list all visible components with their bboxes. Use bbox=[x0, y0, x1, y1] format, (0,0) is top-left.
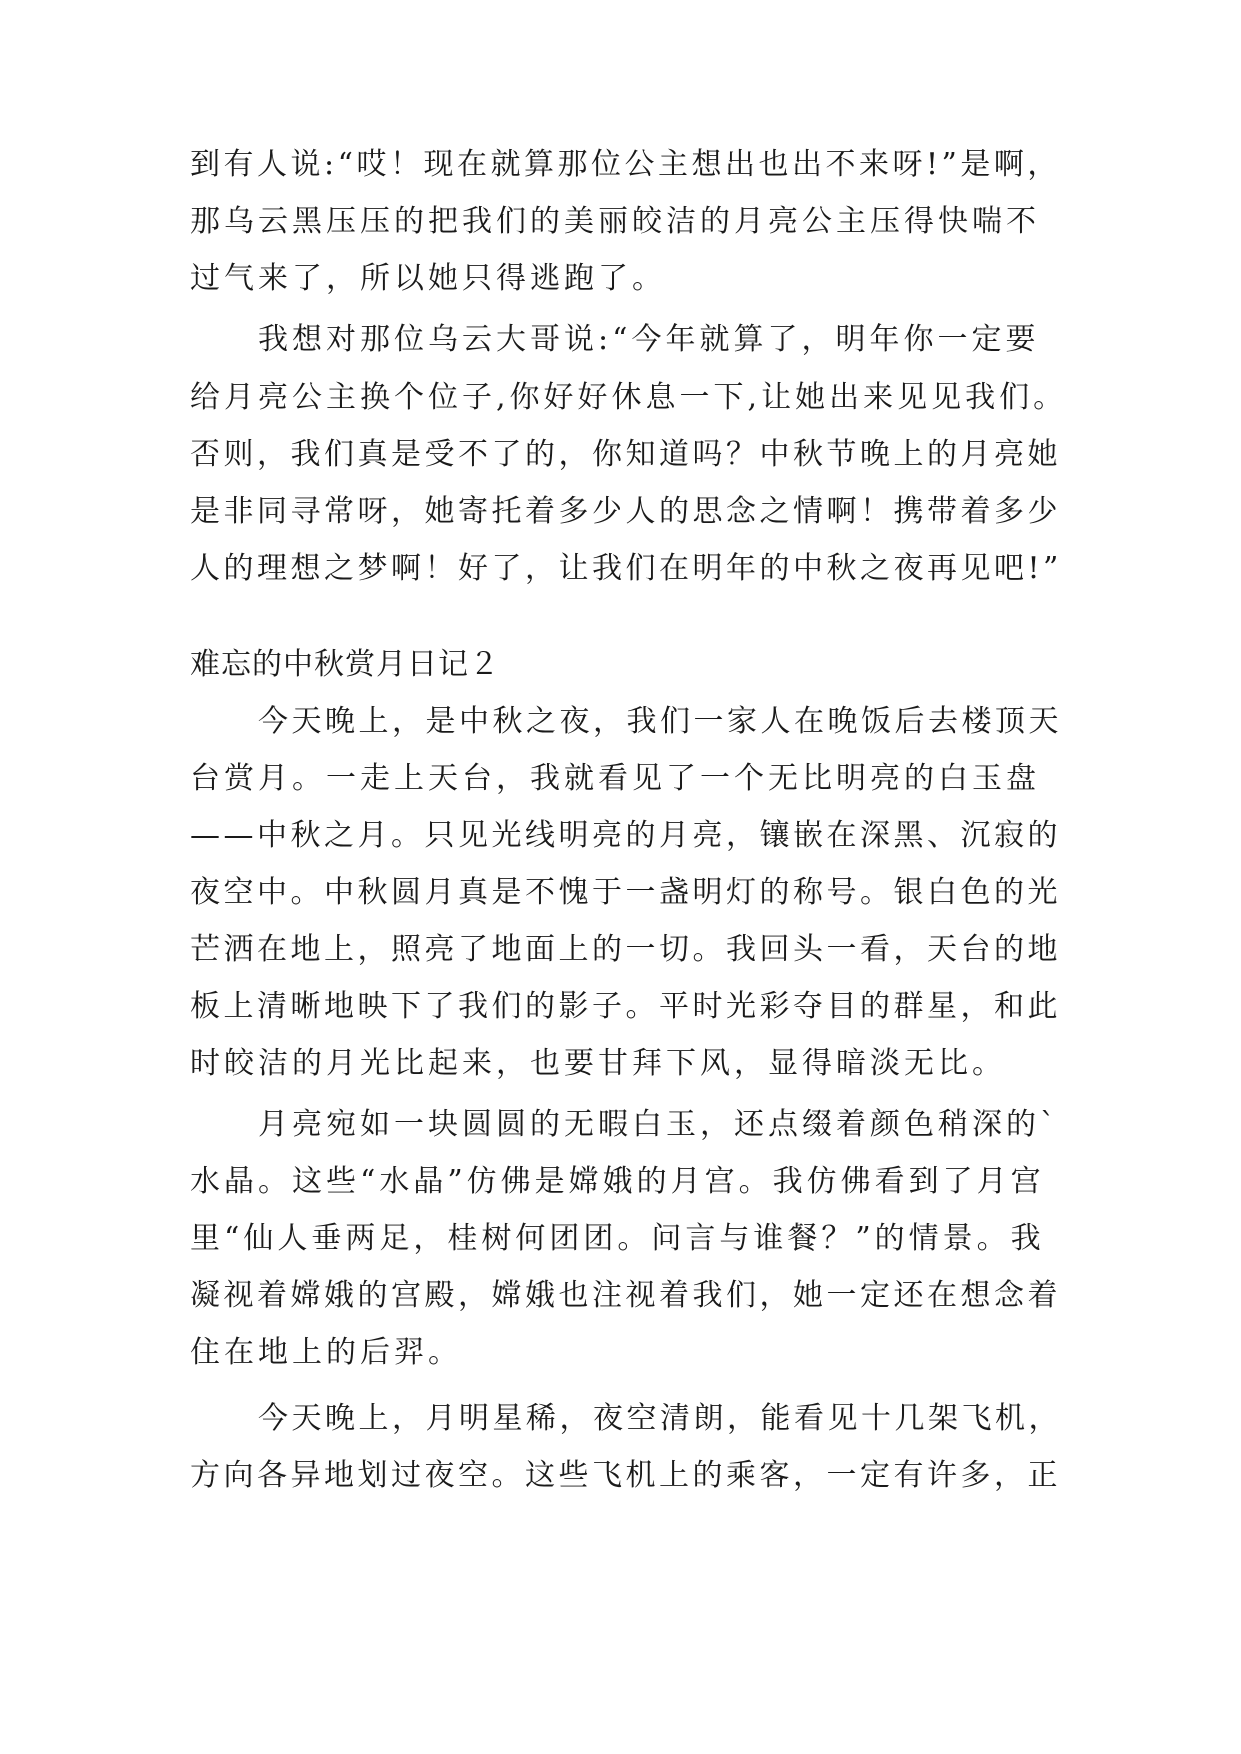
paragraph-4-line-3: 里“仙人垂两足，桂树何团团。问言与谁餐？”的情景。我 bbox=[190, 1221, 1045, 1256]
paragraph-2-line-1: 我想对那位乌云大哥说:“今年就算了，明年你一定要 bbox=[258, 322, 1040, 357]
paragraph-4-line-2: 水晶。这些“水晶”仿佛是嫦娥的月宫。我仿佛看到了月宫 bbox=[190, 1164, 1045, 1199]
paragraph-2-line-4: 是非同寻常呀，她寄托着多少人的思念之情啊！携带着多少 bbox=[190, 494, 1061, 529]
paragraph-1-line-1: 到有人说:“哎！现在就算那位公主想出也出不来呀!”是啊， bbox=[190, 147, 1061, 182]
paragraph-1-line-2: 那乌云黑压压的把我们的美丽皎洁的月亮公主压得快喘不 bbox=[190, 204, 1040, 239]
section-heading: 难忘的中秋赏月日记２ bbox=[190, 647, 500, 682]
paragraph-2-line-5: 人的理想之梦啊！好了，让我们在明年的中秋之夜再见吧!” bbox=[190, 551, 1062, 586]
paragraph-2-line-2: 给月亮公主换个位子,你好好休息一下,让她出来见见我们。 bbox=[190, 380, 1068, 415]
paragraph-2-line-3: 否则，我们真是受不了的，你知道吗？中秋节晚上的月亮她 bbox=[190, 437, 1061, 472]
paragraph-3-line-2: 台赏月。一走上天台，我就看见了一个无比明亮的白玉盘 bbox=[190, 761, 1040, 796]
paragraph-3-line-4: 夜空中。中秋圆月真是不愧于一盏明灯的称号。银白色的光 bbox=[190, 875, 1061, 910]
paragraph-4-line-1: 月亮宛如一块圆圆的无暇白玉，还点缀着颜色稍深的` bbox=[258, 1107, 1059, 1142]
paragraph-3-line-5: 芒洒在地上，照亮了地面上的一切。我回头一看，天台的地 bbox=[190, 932, 1061, 967]
paragraph-3-line-1: 今天晚上，是中秋之夜，我们一家人在晚饭后去楼顶天 bbox=[258, 704, 1062, 739]
paragraph-5-line-1: 今天晚上，月明星稀，夜空清朗，能看见十几架飞机， bbox=[258, 1401, 1062, 1436]
paragraph-4-line-5: 住在地上的后羿。 bbox=[190, 1335, 462, 1370]
paragraph-1-line-3: 过气来了，所以她只得逃跑了。 bbox=[190, 261, 666, 296]
paragraph-5-line-2: 方向各异地划过夜空。这些飞机上的乘客，一定有许多，正 bbox=[190, 1458, 1061, 1493]
paragraph-4-line-4: 凝视着嫦娥的宫殿，嫦娥也注视着我们，她一定还在想念着 bbox=[190, 1278, 1061, 1313]
paragraph-3-line-6: 板上清晰地映下了我们的影子。平时光彩夺目的群星，和此 bbox=[190, 989, 1061, 1024]
paragraph-3-line-7: 时皎洁的月光比起来，也要甘拜下风，显得暗淡无比。 bbox=[190, 1046, 1006, 1081]
paragraph-3-line-3: ——中秋之月。只见光线明亮的月亮，镶嵌在深黑、沉寂的 bbox=[190, 818, 1061, 853]
